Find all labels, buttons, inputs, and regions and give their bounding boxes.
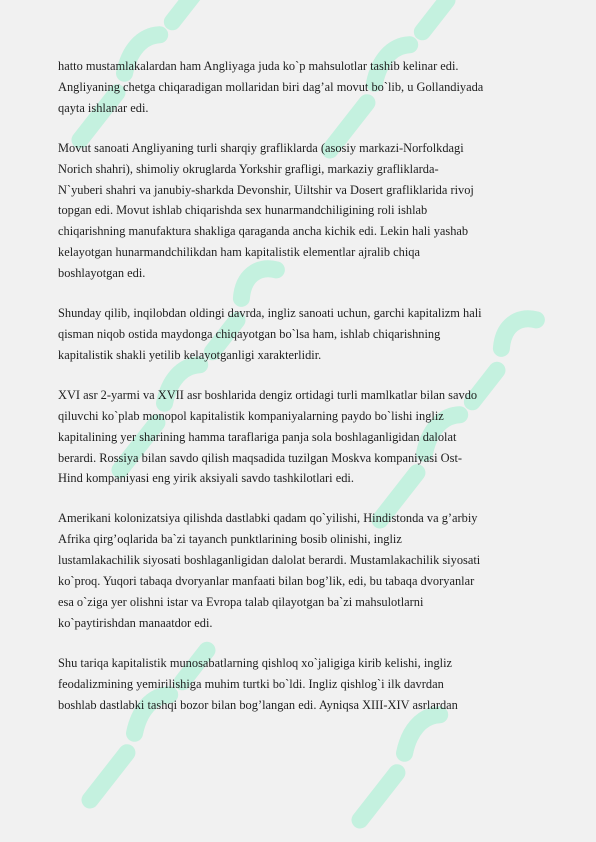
text-line: Movut sanoati Angliyaning turli sharqiy grafliklarda (asosiy markazi-Norfolkdagi [58, 140, 464, 155]
text-line: feodalizmining yemirilishiga muhim turtki bo`ldi. Ingliz qishlog`i ilk davrdan [58, 676, 444, 691]
paragraph [58, 56, 542, 119]
text-line: topgan edi. Movut ishlab chiqarishda sex hunarmandchiligining roli ishlab [58, 203, 428, 218]
text-line: kapitalistik shakli yetilib kelayotganligi xarakterlidir. [58, 347, 322, 362]
paragraph [58, 653, 542, 716]
text-line: boshlayotgan edi. [58, 266, 146, 281]
text-line: kelayotgan hunarmandchilikdan ham kapitalistik elementlar ajralib chiqa [58, 245, 420, 260]
text-line: N`yuberi shahri va janubiy-sharkda Devonshir, Uiltshir va Dosert grafliklarida rivoj [58, 182, 474, 197]
text-line: Angliyaning chetga chiqaradigan mollaridan biri dag’al movut bo`lib, u Gollandiyada [58, 79, 484, 94]
text-line: qiluvchi ko`plab monopol kapitalistik kompaniyalarning paydo bo`lishi ingliz [58, 408, 444, 423]
text-line: Shunday qilib, inqilobdan oldingi davrda, ingliz sanoati uchun, garchi kapitalizm hali [58, 306, 482, 321]
text-line: esa o`ziga yer olishni istar va Evropa talab qilayotgan ba`zi mahsulotlarni [58, 594, 424, 609]
text-line: Hind kompaniyasi eng yirik aksiyali savdo tashkilotlari edi. [58, 471, 354, 486]
text-line: Norich shahri), shimoliy okruglarda Yorkshir grafligi, markaziy grafliklarda- [58, 161, 439, 176]
text-line: Amerikani kolonizatsiya qilishda dastlabki qadam qo`yilishi, Hindistonda va g’arbiy [58, 511, 478, 526]
document-body [58, 56, 542, 734]
text-line: ko`proq. Yuqori tabaqa dvoryanlar manfaati bilan bog’lik, edi, bu tabaqa dvoryanlar [58, 574, 475, 589]
text-line: chiqarishning manufaktura shakliga qaraganda ancha kichik edi. Lekin hali yashab [58, 224, 469, 239]
text-line: hatto mustamlakalardan ham Angliyaga juda ko`p mahsulotlar tashib kelinar edi. [58, 59, 459, 73]
text-line: Afrika qirg’oqlarida ba`zi tayanch punktlarining bosib olinishi, ingliz [58, 532, 402, 547]
paragraph [58, 138, 542, 284]
text-line: berardi. Rossiya bilan savdo qilish maqsadida tuzilgan Moskva kompaniyasi Ost- [58, 450, 463, 465]
text-line: qayta ishlanar edi. [58, 100, 149, 115]
text-line: lustamlakachilik siyosati boshlaganligidan dalolat berardi. Mustamlakachilik siyosati [58, 553, 481, 568]
text-line: ko`paytirishdan manaatdor edi. [58, 615, 213, 630]
text-line: boshlab dastlabki tashqi bozor bilan bog’langan edi. Ayniqsa XIII-XIV asrlardan [58, 697, 458, 712]
text-line: Shu tariqa kapitalistik munosabatlarning qishloq xo`jaligiga kirib kelishi, ingliz [58, 655, 453, 670]
text-line: kapitalining yer sharining hamma taraflariga panja sola boshlaganligidan dalolat [58, 429, 457, 444]
paragraph [58, 508, 542, 633]
text-line: XVI asr 2-yarmi va XVII asr boshlarida dengiz ortidagi turli mamlkatlar bilan savdo [58, 387, 478, 402]
text-line: qisman niqob ostida maydonga chiqayotgan bo`lsa ham, ishlab chiqarishning [58, 326, 441, 341]
paragraph [58, 385, 542, 490]
paragraph [58, 303, 542, 366]
